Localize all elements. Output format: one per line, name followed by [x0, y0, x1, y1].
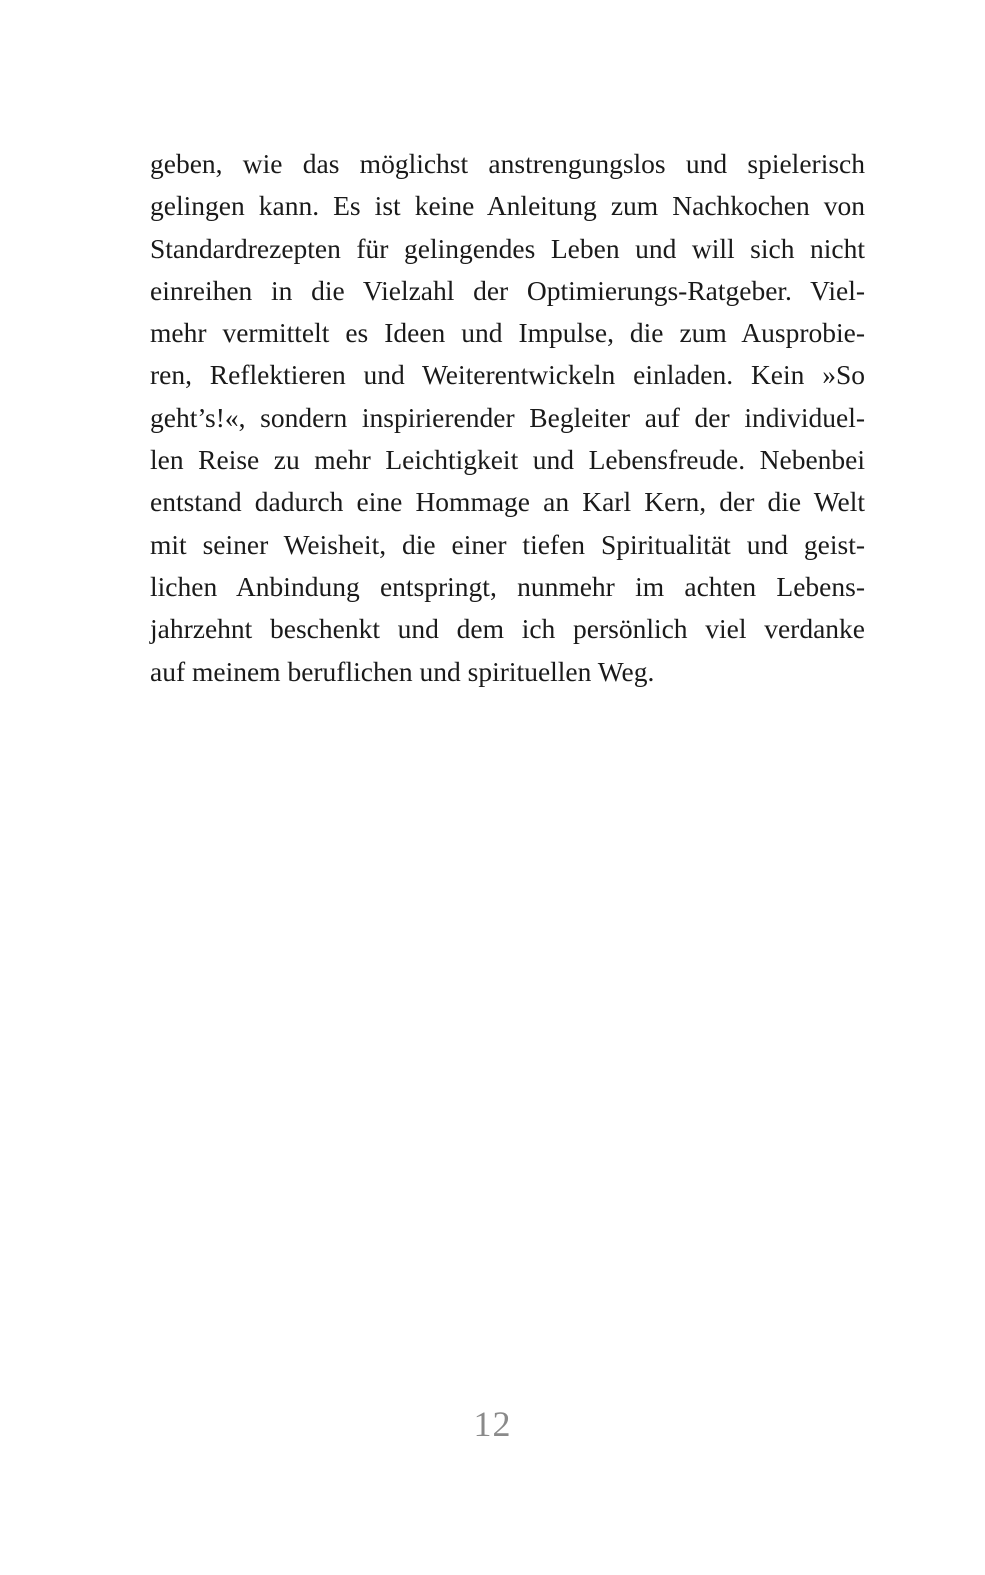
text-line: entstand dadurch eine Hommage an Karl Kern, der die Welt	[150, 486, 865, 518]
body-paragraph	[150, 143, 865, 693]
text-line: auf meinem beruflichen und spirituellen Weg.	[150, 655, 655, 687]
text-line: gelingen kann. Es ist keine Anleitung zum Nachkochen von	[150, 190, 865, 222]
text-line: jahrzehnt beschenkt und dem ich persönlich viel verdanke	[150, 613, 865, 645]
text-line: geht’s!«, sondern inspirierender Begleiter auf der individuel-	[150, 401, 865, 433]
text-line: ren, Reflektieren und Weiterentwickeln einladen. Kein »So	[150, 359, 865, 391]
text-line: Standardrezepten für gelingendes Leben und will sich nicht	[150, 232, 865, 264]
text-line: geben, wie das möglichst anstrengungslos und spielerisch	[150, 148, 865, 179]
page-number: 12	[473, 1404, 512, 1444]
text-line: mehr vermittelt es Ideen und Impulse, die zum Ausprobie-	[150, 317, 865, 349]
text-line: mit seiner Weisheit, die einer tiefen Spiritualität und geist-	[150, 528, 865, 560]
text-line: einreihen in die Vielzahl der Optimierungs-Ratgeber. Viel-	[150, 274, 865, 306]
text-line: len Reise zu mehr Leichtigkeit und Lebensfreude. Nebenbei	[150, 444, 865, 476]
text-line: lichen Anbindung entspringt, nunmehr im achten Lebens-	[150, 570, 865, 602]
